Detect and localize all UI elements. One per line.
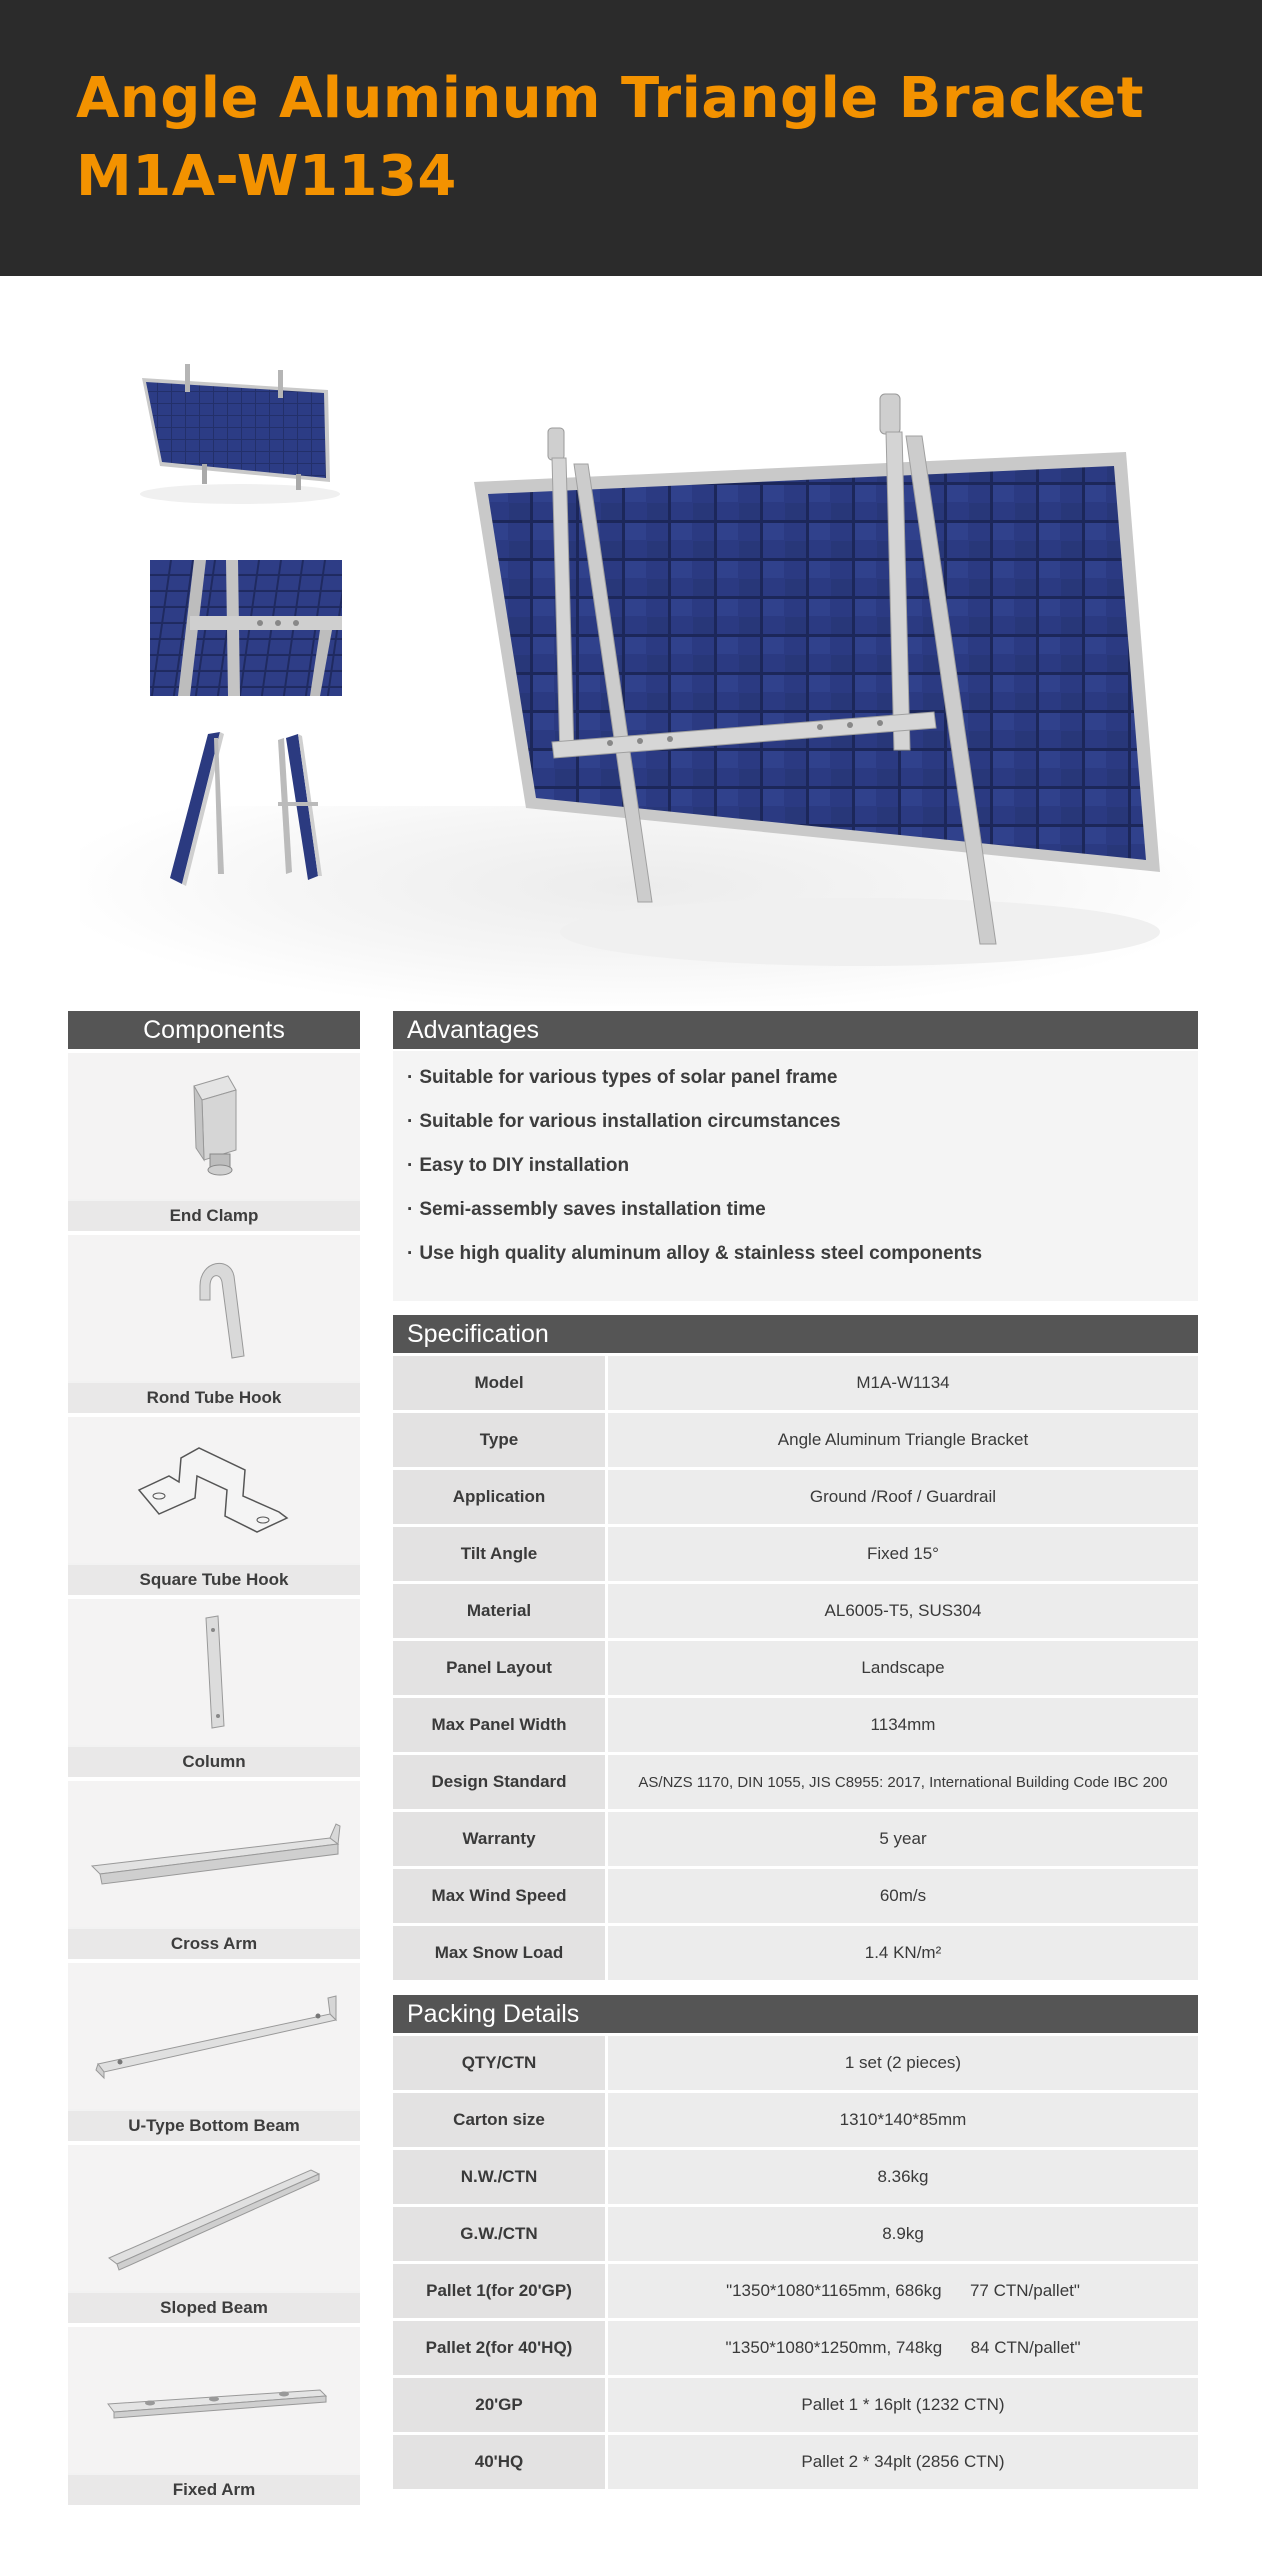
table-row: QTY/CTN 1 set (2 pieces) [393, 2036, 1198, 2090]
table-row: Max Panel Width 1134mm [393, 1698, 1198, 1752]
packing-details-table [393, 2033, 1198, 2492]
table-row: Max Snow Load 1.4 KN/m² [393, 1926, 1198, 1980]
table-row: G.W./CTN 8.9kg [393, 2207, 1198, 2261]
advantage-item: · Suitable for various installation circumstances [407, 1111, 841, 1132]
specification-table [393, 1353, 1198, 1983]
advantage-item: · Use high quality aluminum alloy & stainless steel components [407, 1243, 983, 1264]
advantages-list [393, 1051, 1198, 1301]
table-row: Panel Layout Landscape [393, 1641, 1198, 1695]
table-row: 40'HQ Pallet 2 * 34plt (2856 CTN) [393, 2435, 1198, 2489]
u-type-bottom-beam-icon [68, 1963, 360, 2109]
components-column [68, 1011, 360, 2505]
component-label: Fixed Arm [68, 2475, 360, 2505]
cross-arm-icon [68, 1781, 360, 1927]
table-row: Design Standard AS/NZS 1170, DIN 1055, JIS C8955: 2017, International Building Code IBC 200 [393, 1755, 1198, 1809]
column-icon [68, 1599, 360, 1745]
component-label: Cross Arm [68, 1929, 360, 1959]
table-row: Application Ground /Roof / Guardrail [393, 1470, 1198, 1524]
advantage-item: · Semi-assembly saves installation time [407, 1199, 766, 1220]
component-card-end-clamp [68, 1053, 360, 1231]
table-row: Pallet 1(for 20'GP) "1350*1080*1165mm, 686kg 77 CTN/pallet" [393, 2264, 1198, 2318]
component-label: U-Type Bottom Beam [68, 2111, 360, 2141]
component-label: Column [68, 1747, 360, 1777]
bullet: · [407, 1199, 414, 1220]
table-row: Warranty 5 year [393, 1812, 1198, 1866]
sloped-beam-icon [68, 2145, 360, 2291]
bullet: · [407, 1243, 414, 1264]
square-tube-hook-icon [68, 1417, 360, 1563]
table-row: Material AL6005-T5, SUS304 [393, 1584, 1198, 1638]
advantage-item: · Suitable for various types of solar panel frame [407, 1067, 838, 1088]
advantages-title: Advantages [393, 1011, 1198, 1049]
component-label: Rond Tube Hook [68, 1383, 360, 1413]
table-row: N.W./CTN 8.36kg [393, 2150, 1198, 2204]
component-card-rond-tube-hook [68, 1235, 360, 1413]
component-label: Sloped Beam [68, 2293, 360, 2323]
component-card-column [68, 1599, 360, 1777]
end-clamp-icon [68, 1053, 360, 1199]
table-row: Type Angle Aluminum Triangle Bracket [393, 1413, 1198, 1467]
bullet: · [407, 1155, 414, 1176]
page-title-line2: M1A-W1134 [76, 144, 457, 209]
fixed-arm-icon [68, 2327, 360, 2473]
table-row: Tilt Angle Fixed 15° [393, 1527, 1198, 1581]
component-label: End Clamp [68, 1201, 360, 1231]
table-row: Carton size 1310*140*85mm [393, 2093, 1198, 2147]
page-header [0, 0, 1262, 276]
table-row: Model M1A-W1134 [393, 1356, 1198, 1410]
product-image-area [0, 276, 1262, 1008]
packing-details-title: Packing Details [393, 1995, 1198, 2033]
bullet: · [407, 1067, 414, 1088]
page-title [76, 60, 1144, 216]
component-label: Square Tube Hook [68, 1565, 360, 1595]
product-thumbnail-closeup [150, 560, 342, 696]
component-card-cross-arm [68, 1781, 360, 1959]
details-column [393, 1011, 1198, 2492]
product-thumbnail-side [158, 724, 358, 894]
component-card-sloped-beam [68, 2145, 360, 2323]
product-main-photo [440, 332, 1180, 982]
table-row: Max Wind Speed 60m/s [393, 1869, 1198, 1923]
bullet: · [407, 1111, 414, 1132]
table-row: Pallet 2(for 40'HQ) "1350*1080*1250mm, 748kg 84 CTN/pallet" [393, 2321, 1198, 2375]
round-tube-hook-icon [68, 1235, 360, 1381]
page-title-line1: Angle Aluminum Triangle Bracket [76, 66, 1145, 131]
product-thumbnail-front [130, 356, 340, 506]
component-card-square-tube-hook [68, 1417, 360, 1595]
components-title: Components [68, 1011, 360, 1049]
table-row: 20'GP Pallet 1 * 16plt (1232 CTN) [393, 2378, 1198, 2432]
advantage-item: · Easy to DIY installation [407, 1155, 630, 1176]
specification-title: Specification [393, 1315, 1198, 1353]
component-card-fixed-arm [68, 2327, 360, 2505]
component-card-u-type-bottom-beam [68, 1963, 360, 2141]
